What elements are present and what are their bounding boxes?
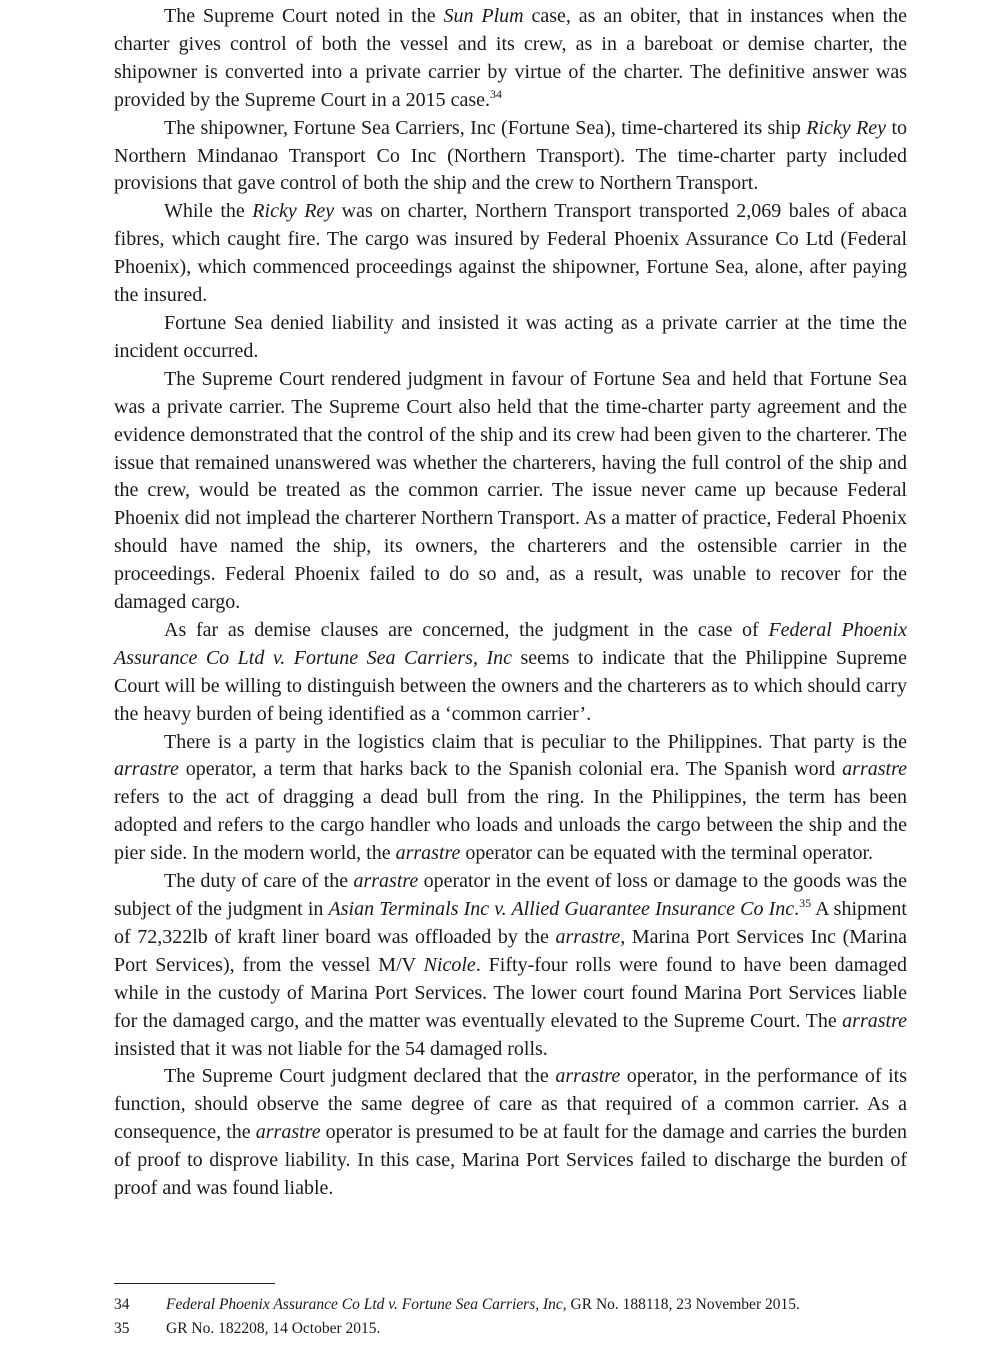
text-run: While the: [164, 200, 253, 223]
italic-text: Federal Phoenix Assurance Co Ltd v. Fortune Sea Carriers, Inc: [166, 1296, 563, 1313]
text-run: . Fifty-four rolls were found to have been damaged while in the custody of Marina Port Services. The lower court found Marina Port Services liable for the damaged cargo, and the matter was eventually elevated to the Supreme Court. The: [114, 953, 907, 1032]
text-run: operator can be equated with the terminal operator.: [460, 842, 874, 865]
paragraph: [114, 617, 907, 729]
paragraph: [114, 366, 907, 617]
footnote-text: [166, 1317, 380, 1341]
text-run: seems to indicate that the Philippine Supreme Court will be willing to distinguish between the owners and the charterers as to which should carry the heavy burden of being identified as a ‘common carrier’.: [114, 646, 907, 725]
text-run: The shipowner, Fortune Sea Carriers, Inc (Fortune Sea), time-chartered its ship: [164, 116, 807, 139]
paragraph: [114, 115, 907, 199]
italic-text: arrastre: [395, 842, 461, 865]
italic-text: Nicole: [423, 953, 476, 976]
text-run: A shipment of 72,322lb of kraft liner board was offloaded by the: [114, 898, 907, 948]
italic-text: Sun Plum: [443, 5, 524, 27]
paragraph: [114, 3, 907, 115]
text-run: case, as an obiter, that in instances when the charter gives control of both the vessel and its crew, as in a bareboat or demise charter, the shipowner is converted into a private carrier by virtue of the charter. The definitive answer was provided by the Supreme Court in a 2015 case.: [114, 5, 908, 111]
text-run: The Supreme Court noted in the: [164, 5, 444, 27]
text-run: GR No. 182208, 14 October 2015.: [166, 1320, 381, 1337]
footnote-reference: 35: [799, 896, 812, 910]
italic-text: Asian Terminals Inc v. Allied Guarantee Insurance Co Inc: [328, 898, 795, 920]
italic-text: arrastre: [114, 758, 179, 781]
body-text: [114, 3, 907, 1203]
italic-text: arrastre: [353, 870, 419, 893]
paragraph: [114, 198, 907, 310]
footnote: [114, 1317, 907, 1341]
footnote-number: 35: [114, 1320, 130, 1337]
footnotes: [114, 1293, 907, 1341]
italic-text: Ricky Rey: [806, 116, 887, 139]
text-run: operator is presumed to be at fault for the damage and carries the burden of proof to disprove liability. In this case, Marina Port Services failed to discharge the burden of proof and was found liable.: [114, 1121, 907, 1200]
text-run: As far as demise clauses are concerned, the judgment in the case of: [164, 618, 769, 641]
text-run: Fortune Sea denied liability and insisted it was acting as a private carrier at the time the incident occurred.: [114, 311, 907, 362]
italic-text: Federal Phoenix Assurance Co Ltd v. Fortune Sea Carriers, Inc: [114, 618, 907, 669]
text-run: operator in the event of loss or damage to the goods was the subject of the judgment in: [114, 870, 907, 920]
footnote-divider: [114, 1283, 275, 1284]
footnote: [114, 1293, 907, 1317]
text-run: to Northern Mindanao Transport Co Inc (Northern Transport). The time-charter party included provisions that gave control of both the ship and the crew to Northern Transport.: [114, 116, 908, 195]
text-run: refers to the act of dragging a dead bull from the ring. In the Philippines, the term has been adopted and refers to the cargo handler who loads and unloads the cargo between the ship and the pier side. In the modern world, the: [114, 786, 907, 865]
text-run: There is a party in the logistics claim that is peculiar to the Philippines. That party is the: [164, 730, 907, 753]
italic-text: arrastre: [255, 1121, 321, 1144]
italic-text: Ricky Rey: [252, 200, 335, 223]
paragraph: [114, 1063, 907, 1203]
footnote-text: [166, 1293, 800, 1317]
text-run: operator, in the performance of its function, should observe the same degree of care as that required of a common carrier. As a consequence, the: [114, 1065, 907, 1144]
paragraph: [114, 729, 907, 869]
italic-text: arrastre: [555, 1065, 621, 1088]
text-run: operator, a term that harks back to the Spanish colonial era. The Spanish word: [178, 758, 843, 781]
text-run: insisted that it was not liable for the 54 damaged rolls.: [114, 1037, 548, 1060]
text-run: The Supreme Court rendered judgment in favour of Fortune Sea and held that Fortune Sea was a private carrier. The Supreme Court also held that the time-charter party agreement and the evidence demonstrated that the control of the ship and its crew had been given to the charterer. The issue that remained unanswered was whether the charterers, having the full control of the ship and the crew, would be treated as the common carrier. The issue never came up because Federal Phoenix did not implead the charterer Northern Transport. As a matter of practice, Federal Phoenix should have named the ship, its owners, the charterers and the ostensible carrier in the proceedings. Federal Phoenix failed to do so and, as a result, was unable to recover for the damaged cargo.: [114, 367, 907, 614]
paragraph: [114, 868, 907, 1063]
italic-text: arrastre: [842, 1009, 907, 1032]
document-page: [114, 0, 907, 1346]
text-run: , Marina Port Services Inc (Marina Port Services), from the vessel M/V: [114, 925, 907, 976]
italic-text: arrastre: [555, 925, 621, 948]
text-run: The duty of care of the: [164, 870, 354, 893]
text-run: was on charter, Northern Transport transported 2,069 bales of abaca fibres, which caught fire. The cargo was insured by Federal Phoenix Assurance Co Ltd (Federal Phoenix), which commenced proceedings against the shipowner, Fortune Sea, alone, after paying the insured.: [114, 200, 908, 307]
paragraph: [114, 310, 907, 366]
text-run: The Supreme Court judgment declared that the: [164, 1065, 556, 1088]
footnote-reference: 34: [490, 86, 503, 101]
footnote-number: 34: [114, 1296, 130, 1313]
italic-text: arrastre: [842, 758, 907, 781]
text-run: , GR No. 188118, 23 November 2015.: [562, 1296, 800, 1313]
text-run: .: [794, 898, 800, 920]
